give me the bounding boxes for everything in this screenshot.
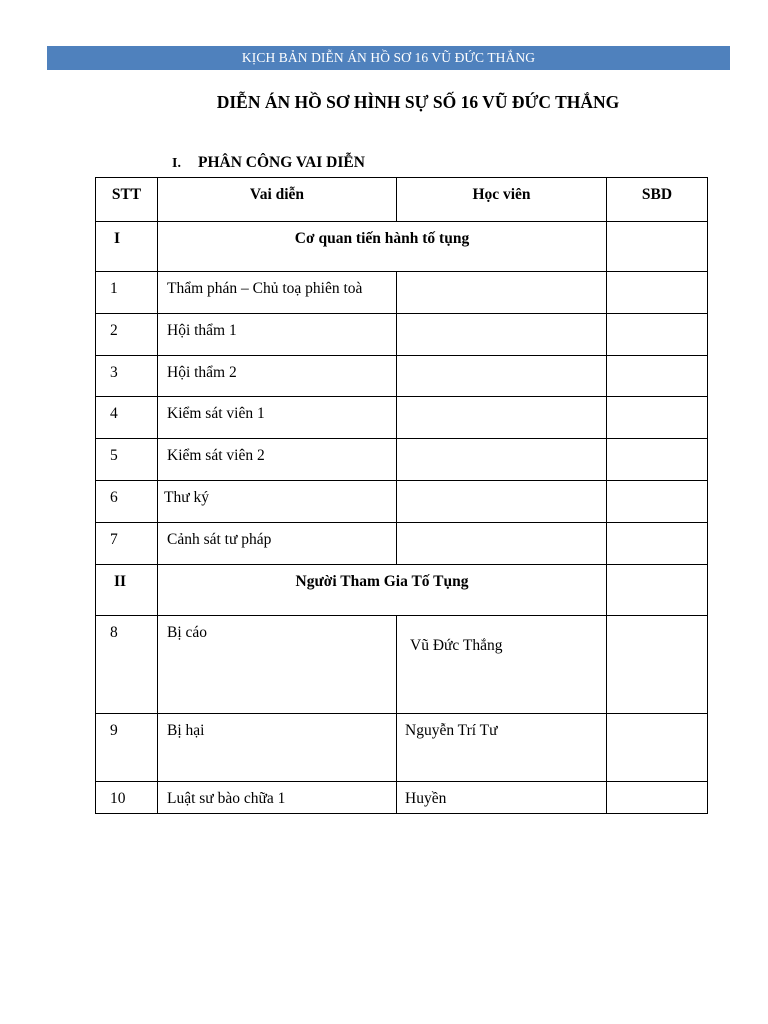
table-row <box>96 314 708 356</box>
table-row <box>96 782 708 814</box>
table-row <box>96 397 708 439</box>
row-stt: 5 <box>96 439 158 481</box>
row-sbd[interactable] <box>607 523 708 565</box>
row-sbd[interactable] <box>607 714 708 782</box>
table-header-row <box>96 178 708 222</box>
row-student[interactable] <box>397 439 607 481</box>
row-role: Kiểm sát viên 1 <box>158 397 397 439</box>
group-row-1 <box>96 222 708 272</box>
row-stt: 7 <box>96 523 158 565</box>
table-row <box>96 714 708 782</box>
row-student[interactable] <box>397 481 607 523</box>
row-stt: 6 <box>96 481 158 523</box>
row-stt: 9 <box>96 714 158 782</box>
table-row <box>96 272 708 314</box>
row-role: Kiểm sát viên 2 <box>158 439 397 481</box>
row-sbd[interactable] <box>607 782 708 814</box>
header-band: KỊCH BẢN DIỄN ÁN HỒ SƠ 16 VŨ ĐỨC THẮNG <box>47 46 730 70</box>
row-role: Bị cáo <box>158 616 397 714</box>
row-sbd[interactable] <box>607 481 708 523</box>
row-student[interactable] <box>397 397 607 439</box>
group-sbd-cell[interactable] <box>607 565 708 616</box>
role-assignment-table <box>95 177 708 814</box>
row-stt: 3 <box>96 356 158 397</box>
row-stt: 1 <box>96 272 158 314</box>
section-heading <box>172 152 365 175</box>
group-sbd-cell[interactable] <box>607 222 708 272</box>
row-student[interactable] <box>397 523 607 565</box>
row-role: Thẩm phán – Chủ toạ phiên toà <box>158 272 397 314</box>
row-sbd[interactable] <box>607 356 708 397</box>
row-student[interactable]: Huyền <box>397 782 607 814</box>
row-student[interactable] <box>397 272 607 314</box>
row-student[interactable] <box>397 356 607 397</box>
table-row <box>96 356 708 397</box>
header-stt: STT <box>96 178 158 222</box>
table-row <box>96 616 708 714</box>
row-role: Luật sư bào chữa 1 <box>158 782 397 814</box>
header-sbd: SBD <box>607 178 708 222</box>
table-row <box>96 481 708 523</box>
table-row <box>96 439 708 481</box>
row-student[interactable]: Vũ Đức Thắng <box>397 616 607 714</box>
row-role: Bị hại <box>158 714 397 782</box>
row-stt: 10 <box>96 782 158 814</box>
row-sbd[interactable] <box>607 439 708 481</box>
group-title: Người Tham Gia Tố Tụng <box>158 565 607 616</box>
row-sbd[interactable] <box>607 616 708 714</box>
row-student[interactable]: Nguyễn Trí Tư <box>397 714 607 782</box>
row-sbd[interactable] <box>607 272 708 314</box>
row-role: Cảnh sát tư pháp <box>158 523 397 565</box>
row-sbd[interactable] <box>607 397 708 439</box>
document-title: DIỄN ÁN HỒ SƠ HÌNH SỰ SỐ 16 VŨ ĐỨC THẮNG <box>216 92 620 112</box>
row-role: Hội thẩm 1 <box>158 314 397 356</box>
header-role: Vai diễn <box>158 178 397 222</box>
row-role: Hội thẩm 2 <box>158 356 397 397</box>
section-number: I. <box>172 156 181 171</box>
row-stt: 2 <box>96 314 158 356</box>
group-stt: II <box>96 565 158 616</box>
row-sbd[interactable] <box>607 314 708 356</box>
section-title: PHÂN CÔNG VAI DIỄN <box>198 154 365 171</box>
row-role: Thư ký <box>158 481 397 523</box>
table-row <box>96 523 708 565</box>
row-student[interactable] <box>397 314 607 356</box>
row-stt: 4 <box>96 397 158 439</box>
group-stt: I <box>96 222 158 272</box>
header-student: Học viên <box>397 178 607 222</box>
group-row-2 <box>96 565 708 616</box>
row-stt: 8 <box>96 616 158 714</box>
group-title: Cơ quan tiến hành tố tụng <box>158 222 607 272</box>
